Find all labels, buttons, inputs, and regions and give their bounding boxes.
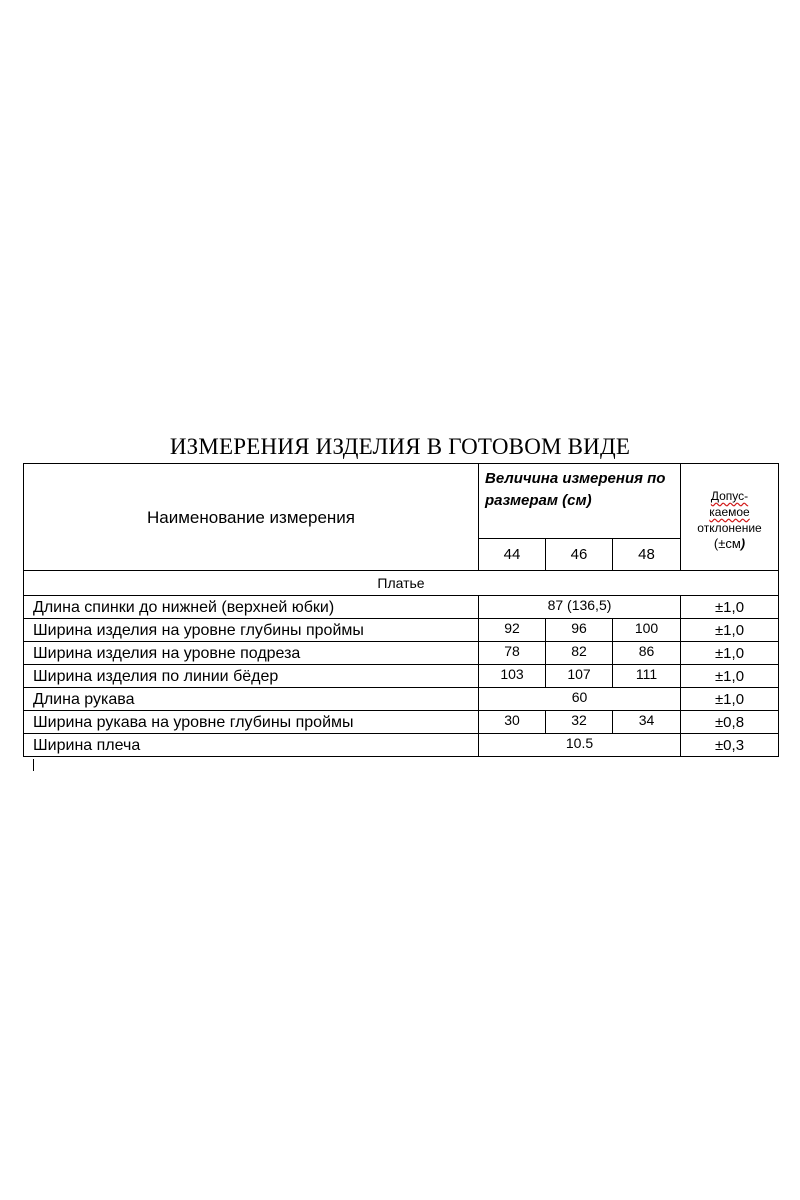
measurements-table — [23, 463, 779, 757]
row-value-48: 100 — [613, 619, 681, 642]
row-label: Ширина плеча — [24, 734, 479, 757]
row-value-44: 92 — [479, 619, 546, 642]
row-value-44: 78 — [479, 642, 546, 665]
section-label: Платье — [24, 571, 779, 596]
row-label: Длина спинки до нижней (верхней юбки) — [24, 596, 479, 619]
row-value-46: 32 — [546, 711, 613, 734]
row-label: Длина рукава — [24, 688, 479, 711]
section-row — [24, 571, 779, 596]
table-row — [24, 619, 779, 642]
row-merged-value: 87 (136,5) — [479, 596, 681, 619]
row-label: Ширина изделия на уровне подреза — [24, 642, 479, 665]
row-value-46: 107 — [546, 665, 613, 688]
row-value-44: 30 — [479, 711, 546, 734]
measurement-name-header: Наименование измерения — [24, 464, 479, 571]
row-value-46: 82 — [546, 642, 613, 665]
row-tolerance: ±1,0 — [681, 596, 779, 619]
tolerance-header-line2: каемое — [709, 505, 750, 519]
size-group-header — [479, 464, 681, 539]
row-label: Ширина изделия по линии бёдер — [24, 665, 479, 688]
tolerance-header-line3: отклонение — [697, 521, 762, 535]
table-row — [24, 596, 779, 619]
size-48-header: 48 — [613, 539, 681, 571]
tolerance-unit: (±см — [713, 536, 741, 551]
header-row-top — [24, 464, 779, 539]
row-value-48: 86 — [613, 642, 681, 665]
row-tolerance: ±1,0 — [681, 688, 779, 711]
row-value-48: 34 — [613, 711, 681, 734]
table-row — [24, 711, 779, 734]
row-tolerance: ±1,0 — [681, 619, 779, 642]
row-value-46: 96 — [546, 619, 613, 642]
row-merged-value: 60 — [479, 688, 681, 711]
table-row — [24, 688, 779, 711]
row-merged-value: 10.5 — [479, 734, 681, 757]
row-label: Ширина изделия на уровне глубины проймы — [24, 619, 479, 642]
row-value-44: 103 — [479, 665, 546, 688]
tolerance-header-line4 — [681, 536, 778, 552]
table-row — [24, 665, 779, 688]
tolerance-unit-close: ) — [740, 536, 746, 551]
size-44-header: 44 — [479, 539, 546, 571]
document-title: ИЗМЕРЕНИЯ ИЗДЕЛИЯ В ГОТОВОМ ВИДЕ — [169, 434, 631, 459]
tolerance-header-line1: Допус- — [710, 489, 749, 503]
table-row — [24, 734, 779, 757]
row-value-48: 111 — [613, 665, 681, 688]
size-46-header: 46 — [546, 539, 613, 571]
tolerance-header — [681, 464, 779, 571]
row-label: Ширина рукава на уровне глубины проймы — [24, 711, 479, 734]
size-group-header-line1: Величина измерения по — [485, 470, 666, 487]
row-tolerance: ±0,8 — [681, 711, 779, 734]
row-tolerance: ±0,3 — [681, 734, 779, 757]
row-tolerance: ±1,0 — [681, 642, 779, 665]
text-cursor — [33, 759, 34, 771]
table-row — [24, 642, 779, 665]
size-group-header-line2: размерам (см) — [485, 492, 592, 509]
row-tolerance: ±1,0 — [681, 665, 779, 688]
